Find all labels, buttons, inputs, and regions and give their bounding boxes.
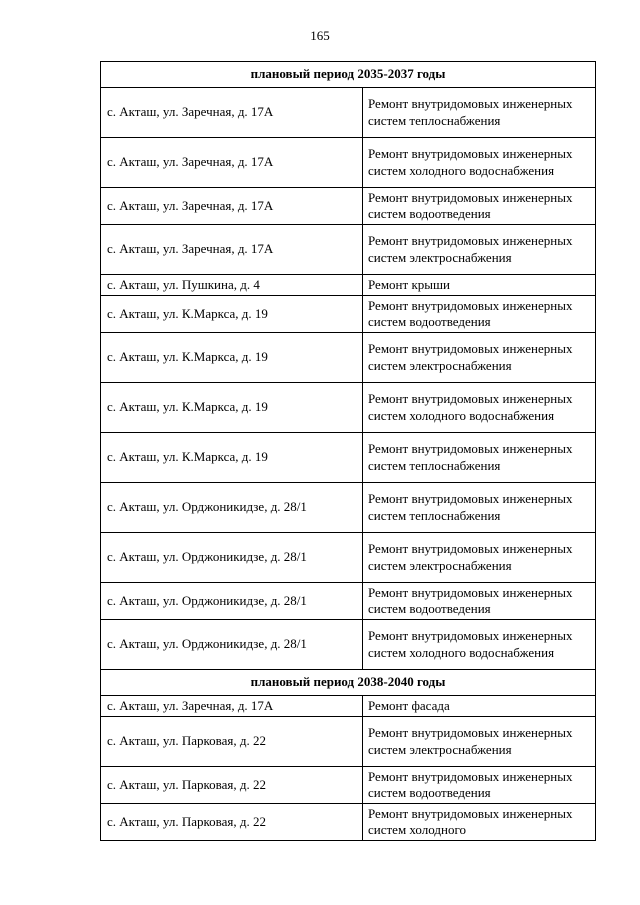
address-cell: с. Акташ, ул. Парковая, д. 22: [101, 717, 363, 767]
address-cell: с. Акташ, ул. Орджоникидзе, д. 28/1: [101, 583, 363, 620]
period-title: плановый период 2038-2040 годы: [101, 670, 596, 696]
work-type-cell: Ремонт внутридомовых инженерных систем теплоснабжения: [363, 88, 596, 138]
page-number: 165: [310, 28, 330, 43]
period-title: плановый период 2035-2037 годы: [101, 62, 596, 88]
table-row: [101, 88, 596, 138]
work-type-cell: Ремонт внутридомовых инженерных систем электроснабжения: [363, 717, 596, 767]
table-row: [101, 533, 596, 583]
address-cell: с. Акташ, ул. Парковая, д. 22: [101, 767, 363, 804]
work-type-cell: Ремонт внутридомовых инженерных систем холодного водоснабжения: [363, 138, 596, 188]
address-cell: с. Акташ, ул. К.Маркса, д. 19: [101, 383, 363, 433]
table-row: [101, 696, 596, 717]
work-type-cell: Ремонт внутридомовых инженерных систем водоотведения: [363, 296, 596, 333]
table-row: [101, 620, 596, 670]
table-row: [101, 296, 596, 333]
address-cell: с. Акташ, ул. Орджоникидзе, д. 28/1: [101, 620, 363, 670]
table-row: [101, 138, 596, 188]
table-row: [101, 333, 596, 383]
table-row: [101, 804, 596, 841]
address-cell: с. Акташ, ул. Заречная, д. 17А: [101, 225, 363, 275]
work-type-cell: Ремонт внутридомовых инженерных систем электроснабжения: [363, 225, 596, 275]
address-cell: с. Акташ, ул. Заречная, д. 17А: [101, 188, 363, 225]
address-cell: с. Акташ, ул. Парковая, д. 22: [101, 804, 363, 841]
table-row: [101, 188, 596, 225]
table-row: [101, 583, 596, 620]
work-type-cell: Ремонт внутридомовых инженерных систем электроснабжения: [363, 533, 596, 583]
table-row: [101, 483, 596, 533]
table-row: [101, 433, 596, 483]
address-cell: с. Акташ, ул. К.Маркса, д. 19: [101, 333, 363, 383]
address-cell: с. Акташ, ул. Заречная, д. 17А: [101, 88, 363, 138]
repair-plan-table: [100, 61, 596, 841]
address-cell: с. Акташ, ул. Орджоникидзе, д. 28/1: [101, 483, 363, 533]
address-cell: с. Акташ, ул. Орджоникидзе, д. 28/1: [101, 533, 363, 583]
work-type-cell: Ремонт внутридомовых инженерных систем теплоснабжения: [363, 483, 596, 533]
work-type-cell: Ремонт внутридомовых инженерных систем холодного: [363, 804, 596, 841]
address-cell: с. Акташ, ул. Заречная, д. 17А: [101, 696, 363, 717]
work-type-cell: Ремонт внутридомовых инженерных систем водоотведения: [363, 583, 596, 620]
work-type-cell: Ремонт внутридомовых инженерных систем холодного водоснабжения: [363, 620, 596, 670]
address-cell: с. Акташ, ул. Пушкина, д. 4: [101, 275, 363, 296]
table-row: [101, 275, 596, 296]
table-row: [101, 225, 596, 275]
period-header-row: [101, 670, 596, 696]
work-type-cell: Ремонт крыши: [363, 275, 596, 296]
work-type-cell: Ремонт внутридомовых инженерных систем водоотведения: [363, 188, 596, 225]
address-cell: с. Акташ, ул. К.Маркса, д. 19: [101, 296, 363, 333]
work-type-cell: Ремонт внутридомовых инженерных систем электроснабжения: [363, 333, 596, 383]
table-row: [101, 717, 596, 767]
work-type-cell: Ремонт фасада: [363, 696, 596, 717]
table-row: [101, 383, 596, 433]
work-type-cell: Ремонт внутридомовых инженерных систем водоотведения: [363, 767, 596, 804]
address-cell: с. Акташ, ул. К.Маркса, д. 19: [101, 433, 363, 483]
address-cell: с. Акташ, ул. Заречная, д. 17А: [101, 138, 363, 188]
work-type-cell: Ремонт внутридомовых инженерных систем теплоснабжения: [363, 433, 596, 483]
table-row: [101, 767, 596, 804]
period-header-row: [101, 62, 596, 88]
work-type-cell: Ремонт внутридомовых инженерных систем холодного водоснабжения: [363, 383, 596, 433]
